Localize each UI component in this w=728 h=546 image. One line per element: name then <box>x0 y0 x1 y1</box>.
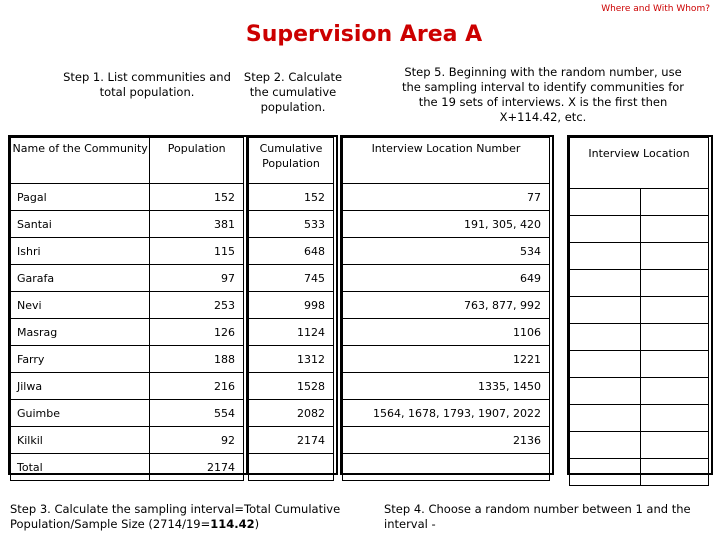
table-row <box>343 265 550 292</box>
table-row <box>249 454 334 481</box>
interview-number-table <box>342 137 550 481</box>
interview-number-cell: 1221 <box>343 346 550 373</box>
table-row <box>343 292 550 319</box>
community-table <box>10 137 244 481</box>
header-cumulative: Cumulative Population <box>249 138 334 184</box>
table-row <box>11 238 244 265</box>
cumulative-cell: 2082 <box>249 400 334 427</box>
cumulative-cell: 2174 <box>249 427 334 454</box>
interview-location-cell <box>570 216 641 243</box>
table-row <box>249 292 334 319</box>
interview-location-cell <box>641 351 709 378</box>
interview-number-cell: 1335, 1450 <box>343 373 550 400</box>
table-row <box>249 184 334 211</box>
header-row <box>11 138 244 184</box>
interview-number-cell <box>343 454 550 481</box>
interview-number-cell: 534 <box>343 238 550 265</box>
interview-location-cell <box>570 243 641 270</box>
cumulative-table <box>248 137 334 481</box>
population-cell: 216 <box>150 373 244 400</box>
table-row <box>11 373 244 400</box>
header-row <box>570 138 709 189</box>
table-row <box>249 238 334 265</box>
step2-text: Step 2. Calculate the cumulative population. <box>243 70 343 114</box>
step3-close: ) <box>254 517 260 531</box>
header-row <box>343 138 550 184</box>
population-cell: 2174 <box>150 454 244 481</box>
table-row <box>11 184 244 211</box>
cumulative-cell: 1312 <box>249 346 334 373</box>
top-note: Where and With Whom? <box>601 4 710 14</box>
table-row <box>343 373 550 400</box>
interview-location-cell <box>641 297 709 324</box>
population-cell: 126 <box>150 319 244 346</box>
community-name-cell: Garafa <box>11 265 150 292</box>
table-row <box>343 319 550 346</box>
table-row <box>343 400 550 427</box>
interview-location-cell <box>570 405 641 432</box>
interview-location-cell <box>570 324 641 351</box>
population-cell: 554 <box>150 400 244 427</box>
step3-label: Step 3. Calculate the sampling interval=Total Cumulative Population/Sample Size (2714/19= <box>10 502 341 531</box>
table-row <box>343 238 550 265</box>
table-row <box>570 270 709 297</box>
table-row <box>570 297 709 324</box>
table-row <box>570 189 709 216</box>
interview-number-cell: 191, 305, 420 <box>343 211 550 238</box>
interview-location-cell <box>570 351 641 378</box>
interview-location-table <box>569 137 709 486</box>
table-row <box>249 400 334 427</box>
table-row <box>11 427 244 454</box>
interview-location-cell <box>641 243 709 270</box>
interview-location-cell <box>641 459 709 486</box>
table-row <box>11 211 244 238</box>
interview-location-cell <box>641 270 709 297</box>
table-row <box>343 454 550 481</box>
header-interview-location: Interview Location <box>570 138 709 189</box>
population-cell: 152 <box>150 184 244 211</box>
community-name-cell: Ishri <box>11 238 150 265</box>
table-row <box>570 459 709 486</box>
interview-location-cell <box>641 432 709 459</box>
interview-location-cell <box>641 405 709 432</box>
community-name-cell: Jilwa <box>11 373 150 400</box>
population-cell: 115 <box>150 238 244 265</box>
interview-number-cell: 763, 877, 992 <box>343 292 550 319</box>
community-name-cell: Pagal <box>11 184 150 211</box>
table-row <box>11 292 244 319</box>
interview-location-cell <box>570 432 641 459</box>
population-cell: 92 <box>150 427 244 454</box>
header-row <box>249 138 334 184</box>
table-row <box>249 265 334 292</box>
cumulative-cell: 152 <box>249 184 334 211</box>
cumulative-cell: 745 <box>249 265 334 292</box>
step1-text: Step 1. List communities and total population. <box>63 70 231 99</box>
interview-number-cell: 649 <box>343 265 550 292</box>
interview-location-cell <box>641 324 709 351</box>
interview-location-cell <box>641 378 709 405</box>
table-row <box>11 454 244 481</box>
table-row <box>249 211 334 238</box>
cumulative-cell <box>249 454 334 481</box>
interview-location-cell <box>641 216 709 243</box>
table-row <box>570 324 709 351</box>
community-name-cell: Guimbe <box>11 400 150 427</box>
table-row <box>570 216 709 243</box>
table-row <box>11 346 244 373</box>
table-row <box>343 427 550 454</box>
interview-location-cell <box>641 189 709 216</box>
community-name-cell: Total <box>11 454 150 481</box>
interview-location-cell <box>570 189 641 216</box>
population-cell: 381 <box>150 211 244 238</box>
population-cell: 253 <box>150 292 244 319</box>
community-name-cell: Masrag <box>11 319 150 346</box>
table-row <box>570 405 709 432</box>
cumulative-cell: 1124 <box>249 319 334 346</box>
table-row <box>570 243 709 270</box>
community-name-cell: Nevi <box>11 292 150 319</box>
table-row <box>343 184 550 211</box>
cumulative-cell: 1528 <box>249 373 334 400</box>
interview-location-cell <box>570 378 641 405</box>
interview-location-cell <box>570 270 641 297</box>
table-row <box>343 211 550 238</box>
interview-number-cell: 2136 <box>343 427 550 454</box>
step5-text: Step 5. Beginning with the random number, use the sampling interval to identify communities for the 19 sets of interviews. X is the first then X+114.42, etc. <box>401 65 685 124</box>
cumulative-cell: 533 <box>249 211 334 238</box>
step3-text <box>10 502 370 532</box>
header-population: Population <box>150 138 244 184</box>
community-name-cell: Farry <box>11 346 150 373</box>
page-title: Supervision Area A <box>245 22 483 47</box>
population-cell: 188 <box>150 346 244 373</box>
community-name-cell: Santai <box>11 211 150 238</box>
table-row <box>570 378 709 405</box>
header-interview-number: Interview Location Number <box>343 138 550 184</box>
table-row <box>249 373 334 400</box>
table-row <box>343 346 550 373</box>
cumulative-cell: 998 <box>249 292 334 319</box>
interview-number-cell: 77 <box>343 184 550 211</box>
sampling-interval-value: 114.42 <box>210 517 255 531</box>
table-row <box>11 400 244 427</box>
interview-location-cell <box>570 297 641 324</box>
interview-number-cell: 1106 <box>343 319 550 346</box>
table-row <box>249 427 334 454</box>
interview-location-cell <box>570 459 641 486</box>
table-row <box>570 432 709 459</box>
table-row <box>249 346 334 373</box>
table-row <box>11 319 244 346</box>
cumulative-cell: 648 <box>249 238 334 265</box>
table-row <box>570 351 709 378</box>
community-name-cell: Kilkil <box>11 427 150 454</box>
population-cell: 97 <box>150 265 244 292</box>
step4-text: Step 4. Choose a random number between 1 and the interval - <box>384 502 691 531</box>
table-row <box>249 319 334 346</box>
interview-number-cell: 1564, 1678, 1793, 1907, 2022 <box>343 400 550 427</box>
table-row <box>11 265 244 292</box>
header-name: Name of the Community <box>11 138 150 184</box>
